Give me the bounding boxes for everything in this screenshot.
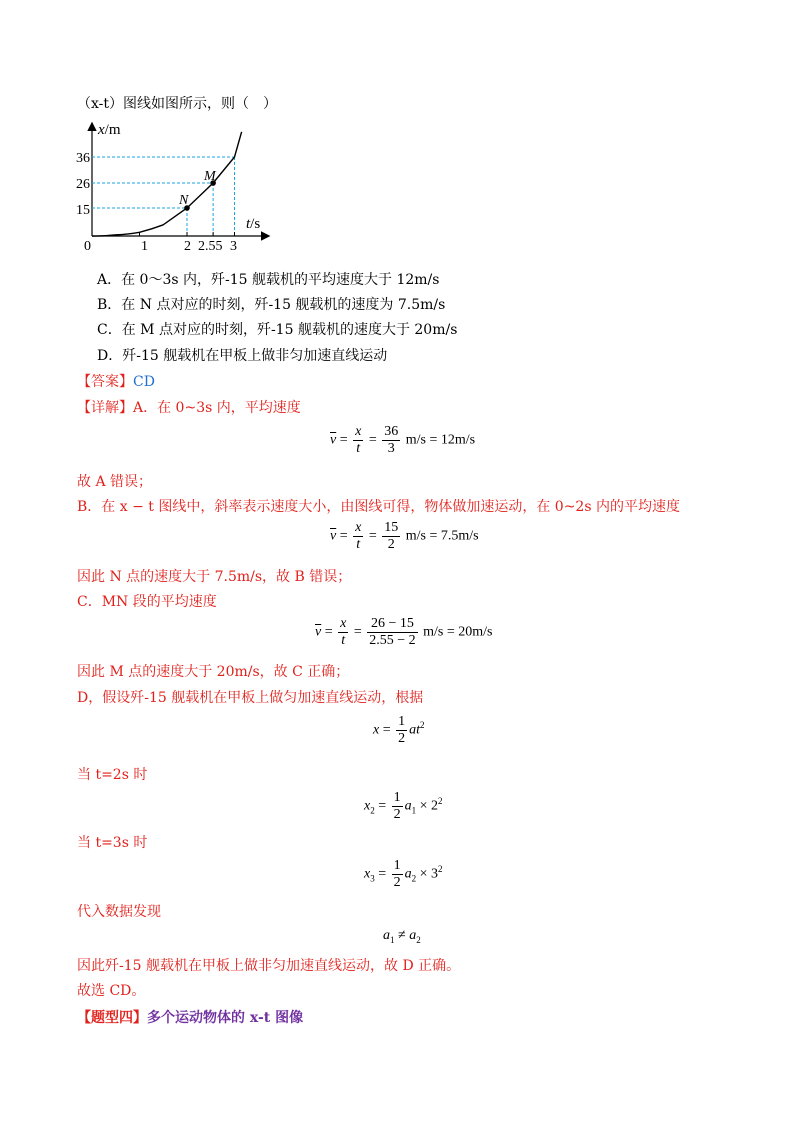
solution-c-text: C．MN 段的平均速度 <box>77 594 217 610</box>
option-b: B．在 N 点对应的时刻，歼-15 舰载机的速度为 7.5m/s <box>97 297 446 313</box>
equation-6: $x_3$ = $\frac{1}{2}$ $a_2 \times 3^2$ <box>364 858 443 890</box>
option-d: D．歼-15 舰载机在甲板上做非匀加速直线运动 <box>97 348 388 364</box>
point-m-label: M <box>204 169 216 184</box>
solution-a-text: A．在 0~3s 内，平均速度 <box>133 400 301 416</box>
origin-label: 0 <box>84 239 91 254</box>
y-tick-15: 15 <box>76 203 90 218</box>
y-tick-36: 36 <box>76 151 90 166</box>
y-axis-label: x/m <box>98 122 121 138</box>
x-t-graph <box>76 118 280 258</box>
substitute-line: 代入数据发现 <box>77 904 161 920</box>
solution-d-conclusion: 因此歼-15 舰载机在甲板上做非匀加速直线运动，故 D 正确。 <box>77 958 461 974</box>
equation-4: x = $\frac{1}{2}$ $at^2$ <box>373 714 425 746</box>
y-tick-26: 26 <box>76 177 90 192</box>
x-axis-label: t/s <box>246 216 261 232</box>
equation-5: $x_2$ = $\frac{1}{2}$ $a_1 \times 2^2$ <box>364 790 443 822</box>
x-tick-3: 3 <box>230 239 237 254</box>
x-tick-2: 2 <box>184 239 191 254</box>
when-t3: 当 t=3s 时 <box>77 835 148 851</box>
x-t-curve <box>92 132 242 236</box>
solution-d-text: D，假设歼-15 舰载机在甲板上做匀加速直线运动，根据 <box>77 690 424 706</box>
equation-1: $\overline{v}$ = $\frac{x}{t}$ = $\frac{36}{3}$ m/s = 12m/s <box>330 424 476 456</box>
point-n-label: N <box>179 193 189 208</box>
solution-b-conclusion: 因此 N 点的速度大于 7.5m/s，故 B 错误； <box>77 569 352 585</box>
x-tick-2-55: 2.55 <box>198 239 223 254</box>
x-tick-1: 1 <box>141 239 148 254</box>
solution-b-text: B．在 x − t 图线中，斜率表示速度大小，由图线可得，物体做加速运动，在 0~2s 内的平均速度 <box>77 499 680 515</box>
option-c: C．在 M 点对应的时刻，歼-15 舰载机的速度大于 20m/s <box>97 322 458 338</box>
section-tag: 【题型四】 <box>77 1010 147 1026</box>
question-intro: （x-t）图线如图所示，则（ ） <box>77 96 278 112</box>
equation-3: $\overline{v}$ = $\frac{x}{t}$ = $\frac{26 - 15}{2.55 - 2}$ m/s = 20m/s <box>315 616 493 648</box>
when-t2: 当 t=2s 时 <box>77 767 148 783</box>
final-answer-line: 故选 CD。 <box>77 983 146 999</box>
answer-value: CD <box>133 374 155 390</box>
answer-line <box>77 372 155 392</box>
next-section-heading <box>77 1007 303 1027</box>
option-a: A．在 0～3s 内，歼-15 舰载机的平均速度大于 12m/s <box>97 272 440 288</box>
solution-c-conclusion: 因此 M 点的速度大于 20m/s，故 C 正确； <box>77 664 350 680</box>
answer-tag: 【答案】 <box>77 374 133 390</box>
solution-a-conclusion: 故 A 错误； <box>77 474 153 490</box>
solution-a-line <box>77 398 301 418</box>
equation-7: $a_1 \ne a_2$ <box>383 928 421 945</box>
section-title: 多个运动物体的 x-t 图像 <box>147 1010 304 1026</box>
solution-tag: 【详解】 <box>77 400 133 416</box>
equation-2: $\overline{v}$ = $\frac{x}{t}$ = $\frac{15}{2}$ m/s = 7.5m/s <box>330 520 479 552</box>
